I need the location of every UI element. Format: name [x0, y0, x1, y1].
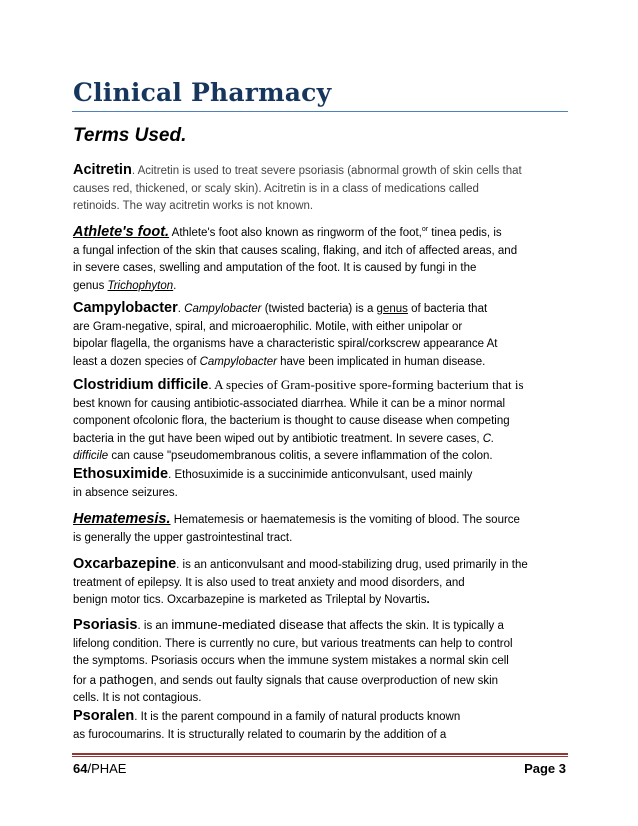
footer-divider-thick [72, 753, 568, 755]
footer-page-number: Page 3 [524, 761, 566, 776]
section-subtitle: Terms Used. [73, 125, 187, 146]
footer-course-code: 64/PHAE [73, 761, 127, 776]
entry-clostridium-difficile: Clostridium difficile. A species of Gram-positive spore-forming bacterium that is best known for causing antibiotic-associated diarrhea. While it can be a minor normal component ofcolonic flora, the bacterium is thought to cause disease when competing bacteria in the gut have been wiped out by antibiotic treatment. In severe cases, C. difficile can cause "pseudomembranous colitis, a severe inflammation of the colon. [73, 377, 524, 462]
term-acitretin: Acitretin [73, 162, 132, 178]
term-clostridium-difficile: Clostridium difficile [73, 377, 209, 393]
entry-acitretin: Acitretin. Acitretin is used to treat severe psoriasis (abnormal growth of skin cells that causes red, thickened, or scaly skin). Acitretin is in a class of medications called retinoids. The way acitretin works is not known. [73, 162, 522, 212]
entry-psoriasis: Psoriasis. is an immune-mediated disease that affects the skin. It is typically a lifelong condition. There is currently no cure, but various treatments can help to control the symptoms. Psoriasis occurs when the immune system mistakes a normal skin cell for a pathogen, and sends out faulty signals that cause overproduction of new skin cells. It is not contagious. [73, 617, 513, 704]
document-title: Clinical Pharmacy [73, 78, 332, 107]
link-trichophyton[interactable]: Trichophyton [107, 279, 174, 292]
term-psoralen: Psoralen [73, 708, 135, 724]
term-psoriasis: Psoriasis [73, 617, 138, 633]
term-ethosuximide: Ethosuximide [73, 466, 169, 482]
term-oxcarbazepine: Oxcarbazepine [73, 556, 177, 572]
footer-divider-thin [72, 756, 568, 757]
link-genus[interactable]: genus [376, 303, 408, 315]
term-athletes-foot: Athlete's foot. [73, 224, 170, 240]
entry-hematemesis: Hematemesis. Hematemesis or haematemesis is the vomiting of blood. The source is generally the upper gastrointestinal tract. [73, 511, 520, 544]
title-divider [72, 111, 568, 112]
term-campylobacter: Campylobacter [73, 300, 178, 316]
entry-campylobacter: Campylobacter. Campylobacter (twisted bacteria) is a genus of bacteria that are Gram-negative, spiral, and microaerophilic. Motile, with either unipolar or bipolar flagella, the organisms have a characteristic spiral/corkscrew appearance At least a dozen species of Campylobacter have been implicated in human disease. [73, 300, 498, 368]
entry-athletes-foot: Athlete's foot. Athlete's foot also known as ringworm of the foot,$^{or}$ tinea pedis, is a fungal infection of the skin that causes scaling, flaking, and itch of affected areas, and in severe cases, swelling and amputation of the foot. It is caused by fungi in the genus Trichophyton. [73, 224, 518, 292]
entry-psoralen: Psoralen. It is the parent compound in a family of natural products known as furocoumarins. It is structurally related to coumarin by the addition of a [73, 708, 461, 741]
term-hematemesis: Hematemesis. [73, 511, 171, 527]
entry-ethosuximide: Ethosuximide. Ethosuximide is a succinimide anticonvulsant, used mainly in absence seizures. [73, 466, 473, 499]
entry-oxcarbazepine: Oxcarbazepine. is an anticonvulsant and mood-stabilizing drug, used primarily in the treatment of epilepsy. It is also used to treat anxiety and mood disorders, and benign motor tics. Oxcarbazepine is marketed as Trileptal by Novartis. [73, 556, 528, 606]
